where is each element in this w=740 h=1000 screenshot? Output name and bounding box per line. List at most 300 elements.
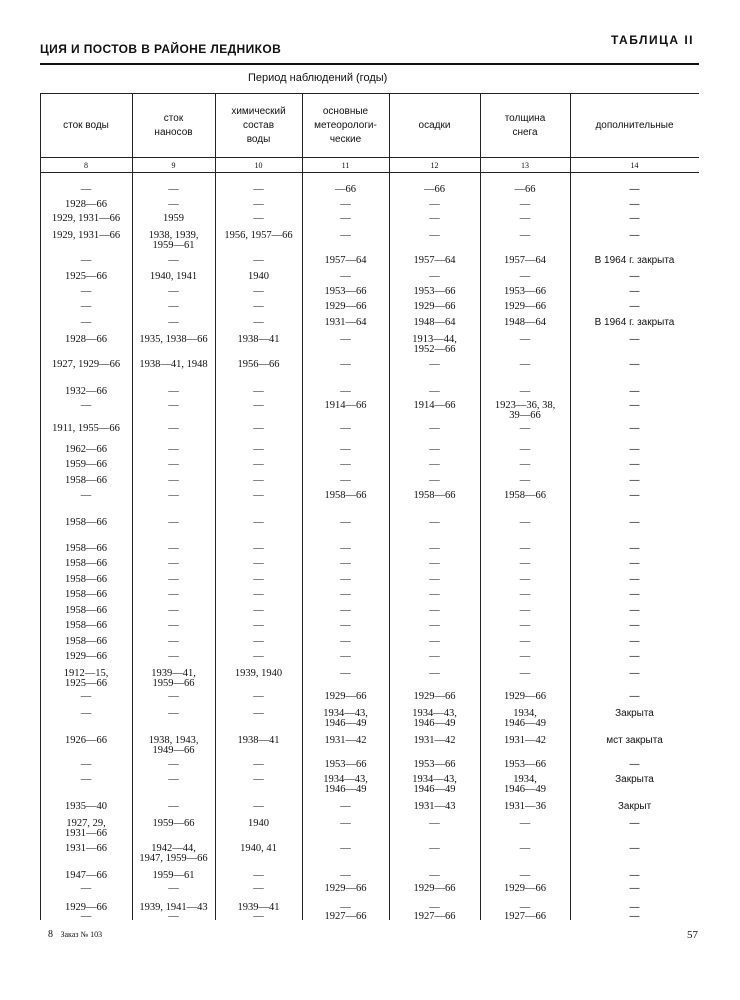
table-cell: — [629, 359, 640, 370]
table-cell: — [253, 213, 264, 224]
table-cell: — [253, 651, 264, 662]
table-cell: — [629, 517, 640, 528]
table-cell: — [340, 271, 351, 282]
table-cell: 1931—36 [504, 801, 546, 812]
table-cell: 1931—42 [324, 735, 367, 746]
table-cell: 1948—64 [504, 317, 546, 328]
column-header-khimicheskiy-sostav: химический состав воды [231, 106, 286, 145]
table-cell: — [340, 475, 351, 486]
table-cell: 1929—66 [413, 301, 456, 312]
table-cell: Закрыта [615, 708, 654, 719]
table-cell: 1956, 1957—66 [224, 230, 293, 241]
table-cell: — [519, 444, 531, 455]
table-cell: — [429, 843, 440, 854]
table-cell: — [253, 301, 264, 312]
table-cell: 1958—66 [65, 574, 107, 585]
table-cell: — [519, 636, 531, 647]
order-label: Заказ № 103 [60, 930, 103, 939]
table-cell: — [629, 574, 640, 585]
table-cell: В 1964 г. закрыта [594, 255, 675, 266]
table-cell: 1938, 1943, 1949—66 [148, 735, 199, 756]
table-cell: — [253, 589, 264, 600]
table-cell: — [629, 605, 640, 616]
table-cell: — [168, 517, 179, 528]
table-cell: — [80, 317, 92, 328]
table-cell: — [519, 271, 531, 282]
table-cell: 1926—66 [65, 735, 107, 746]
table-cell: 1927—66 [413, 911, 456, 922]
table-cell: — [253, 459, 264, 470]
column-number: 8 [84, 160, 88, 170]
table-cell: — [168, 883, 179, 894]
table-cell: 1929—66 [65, 902, 107, 913]
table-cell: 1958—66 [413, 490, 456, 501]
table-cell: — [340, 651, 351, 662]
table-cell: — [340, 902, 351, 913]
table-cell: — [340, 230, 351, 241]
table-cell: — [429, 271, 440, 282]
table-cell: 1927, 29, 1931—66 [65, 818, 107, 839]
table-cell: — [629, 490, 640, 501]
table-cell: — [340, 668, 351, 679]
table-cell: 1959—66 [152, 818, 195, 829]
table-cell: — [429, 902, 440, 913]
table-cell: В 1964 г. закрыта [594, 317, 675, 328]
table-cell: — [340, 213, 351, 224]
table-cell: 1929—66 [504, 301, 546, 312]
table-cell: 1934, 1946—49 [504, 708, 546, 729]
table-cell: 1957—64 [504, 255, 546, 266]
table-cell: — [168, 423, 179, 434]
table-cell: 1928—66 [65, 334, 107, 345]
table-cell: — [629, 691, 640, 702]
table-cell: 1953—66 [324, 759, 367, 770]
table-cell: — [340, 199, 351, 210]
table-cell: 1931—42 [413, 735, 456, 746]
table-cell: 1942—44, 1947, 1959—66 [139, 843, 208, 864]
table-cell: 1940, 1941 [149, 271, 198, 282]
table-cell: 1956—66 [237, 359, 280, 370]
table-cell: — [340, 359, 351, 370]
table-cell: — [168, 774, 179, 785]
table-cell: 1934, 1946—49 [504, 774, 546, 795]
table-cell: — [253, 870, 264, 881]
table-cell: 1934—43, 1946—49 [323, 708, 368, 729]
table-cell: 1925—66 [65, 271, 107, 282]
table-cell: 1939, 1941—43 [139, 902, 208, 913]
table-cell: — [253, 184, 264, 195]
table-cell: 1953—66 [413, 286, 456, 297]
table-cell: — [340, 517, 351, 528]
table-cell: — [429, 574, 440, 585]
table-cell: — [80, 911, 92, 922]
table-cell: — [429, 359, 440, 370]
table-cell: — [168, 286, 179, 297]
table-cell: — [253, 490, 264, 501]
table-cell: — [629, 301, 640, 312]
table-cell: — [429, 543, 440, 554]
table-cell: —66 [335, 184, 356, 195]
table-cell: 1923—36, 38, 39—66 [494, 400, 556, 421]
table-cell: — [168, 759, 179, 770]
table-cell: — [168, 708, 179, 719]
table-cell: — [629, 199, 640, 210]
table-cell: 1953—66 [504, 759, 546, 770]
table-cell: 1959 [163, 213, 184, 224]
table-cell: — [80, 490, 92, 501]
table-cell: 1958—66 [65, 589, 107, 600]
table-cell: — [253, 286, 264, 297]
table-cell: — [429, 230, 440, 241]
table-cell: — [340, 870, 351, 881]
table-cell: — [168, 386, 179, 397]
table-cell: 1931—42 [504, 735, 546, 746]
table-cell: — [519, 843, 531, 854]
table-cell: — [519, 475, 531, 486]
table-cell: — [340, 543, 351, 554]
column-number: 10 [254, 160, 263, 170]
table-cell: — [168, 459, 179, 470]
column-header-stok-nanosov: сток наносов [154, 113, 193, 138]
table-cell: — [429, 558, 440, 569]
table-cell: — [629, 902, 640, 913]
table-cell: — [629, 423, 640, 434]
table-cell: 1914—66 [324, 400, 367, 411]
table-cell: — [253, 444, 264, 455]
table-cell: — [629, 818, 640, 829]
table-cell: — [629, 558, 640, 569]
table-cell: — [340, 818, 351, 829]
table-cell: — [168, 636, 179, 647]
table-cell: 1929—66 [504, 691, 546, 702]
table-cell: — [168, 589, 179, 600]
table-cell: — [519, 543, 531, 554]
table-cell: — [519, 558, 531, 569]
table-cell: 1958—66 [65, 558, 107, 569]
table-cell: — [519, 818, 531, 829]
table-cell: 1953—66 [324, 286, 367, 297]
table-cell: — [519, 651, 531, 662]
table-cell: 1958—66 [65, 543, 107, 554]
table-cell: — [429, 651, 440, 662]
period-caption: Период наблюдений (годы) [248, 72, 388, 84]
table-cell: — [629, 386, 640, 397]
table-cell: — [629, 883, 640, 894]
table-cell: — [429, 459, 440, 470]
table-cell: 1939—41 [237, 902, 280, 913]
table-cell: — [340, 636, 351, 647]
column-header-tolshchina-snega: толщина снега [504, 113, 546, 138]
table-cell: 1958—66 [65, 475, 107, 486]
table-cell: — [340, 558, 351, 569]
table-cell: — [429, 199, 440, 210]
table-cell: — [429, 620, 440, 631]
table-cell: — [340, 843, 351, 854]
table-cell: — [629, 843, 640, 854]
table-cell: — [519, 620, 531, 631]
table-cell: — [253, 691, 264, 702]
sheet-mark: 8 [48, 929, 53, 940]
table-cell: — [253, 708, 264, 719]
table-cell: — [340, 620, 351, 631]
table-cell: 1911, 1955—66 [52, 423, 120, 434]
table-cell: 1957—64 [324, 255, 367, 266]
table-cell: 1927—66 [324, 911, 367, 922]
table-cell: 1935, 1938—66 [139, 334, 208, 345]
table-cell: — [519, 902, 531, 913]
table-cell: — [519, 213, 531, 224]
table-cell: — [253, 636, 264, 647]
table-cell: — [80, 759, 92, 770]
table-cell: 1939—41, 1959—66 [151, 668, 196, 689]
table-cell: 1958—66 [65, 636, 107, 647]
table-cell: — [80, 708, 92, 719]
number-row-divider [40, 172, 699, 173]
table-cell: — [168, 490, 179, 501]
table-cell: — [253, 620, 264, 631]
table-cell: 1913—44, 1952—66 [412, 334, 457, 355]
page-number: 57 [687, 929, 698, 941]
table-cell: — [340, 386, 351, 397]
table-cell: — [253, 255, 264, 266]
table-cell: — [253, 801, 264, 812]
table-cell: — [340, 459, 351, 470]
table-cell: 1935—40 [65, 801, 107, 812]
table-cell: — [168, 255, 179, 266]
table-cell: — [519, 668, 531, 679]
table-cell: — [519, 386, 531, 397]
column-header-osadki: осадки [418, 120, 451, 131]
table-cell: — [629, 651, 640, 662]
table-cell: — [253, 517, 264, 528]
table-cell: — [519, 574, 531, 585]
table-cell: — [253, 605, 264, 616]
table-top-border [40, 93, 699, 94]
table-cell: — [253, 911, 264, 922]
table-cell: 1934—43, 1946—49 [323, 774, 368, 795]
table-cell: — [168, 691, 179, 702]
table-cell: — [80, 184, 92, 195]
table-cell: — [253, 574, 264, 585]
table-cell: — [629, 400, 640, 411]
table-cell: 1929—66 [324, 301, 367, 312]
page-header-left: ЦИЯ И ПОСТОВ В РАЙОНЕ ЛЕДНИКОВ [40, 42, 282, 56]
table-cell: 1934—43, 1946—49 [412, 708, 457, 729]
table-cell: 1938—41 [237, 334, 280, 345]
table-cell: 1940, 41 [240, 843, 277, 854]
table-cell: 1947—66 [65, 870, 107, 881]
table-cell: Закрыта [615, 774, 654, 785]
table-cell: — [629, 911, 640, 922]
table-cell: 1929—66 [65, 651, 107, 662]
column-header-dopolnitelnye: дополнительные [595, 120, 674, 131]
table-cell: 1934—43, 1946—49 [412, 774, 457, 795]
table-cell: Закрыт [617, 801, 652, 812]
table-cell: — [629, 184, 640, 195]
table-cell: — [253, 774, 264, 785]
table-cell: 1958—66 [65, 605, 107, 616]
table-cell: — [340, 574, 351, 585]
table-cell: — [340, 423, 351, 434]
table-cell: — [168, 301, 179, 312]
table-cell: — [429, 444, 440, 455]
table-cell: — [519, 199, 531, 210]
table-cell: — [429, 605, 440, 616]
table-cell: — [629, 230, 640, 241]
table-cell: — [168, 543, 179, 554]
table-cell: — [168, 620, 179, 631]
table-cell: — [168, 400, 179, 411]
table-cell: 1929, 1931—66 [51, 213, 121, 224]
table-cell: — [519, 334, 531, 345]
table-cell: — [519, 459, 531, 470]
table-cell: 1929—66 [413, 691, 456, 702]
table-cell: — [629, 589, 640, 600]
table-cell: — [629, 286, 640, 297]
table-cell: — [168, 199, 179, 210]
footer-order [48, 929, 102, 940]
table-cell: — [253, 558, 264, 569]
table-cell: — [629, 636, 640, 647]
column-number: 11 [341, 160, 350, 170]
table-cell: — [340, 589, 351, 600]
table-cell: 1927, 1929—66 [51, 359, 121, 370]
table-cell: — [168, 574, 179, 585]
table-cell: — [253, 423, 264, 434]
table-cell: — [253, 400, 264, 411]
table-cell: — [253, 386, 264, 397]
table-cell: — [429, 386, 440, 397]
table-cell: 1958—66 [324, 490, 367, 501]
table-cell: — [519, 359, 531, 370]
table-cell: 1958—66 [504, 490, 546, 501]
table-cell: 1938—41 [237, 735, 280, 746]
table-cell: 1912—15, 1925—66 [63, 668, 109, 689]
table-cell: 1929—66 [324, 883, 367, 894]
table-cell: 1940 [248, 818, 269, 829]
table-cell: — [519, 605, 531, 616]
table-cell: — [168, 184, 179, 195]
table-cell: 1959—66 [65, 459, 107, 470]
table-cell: — [168, 911, 179, 922]
table-cell: — [629, 668, 640, 679]
column-number: 9 [171, 160, 176, 170]
table-cell: 1939, 1940 [234, 668, 283, 679]
header-rule [40, 63, 699, 65]
table-cell: 1929—66 [504, 883, 546, 894]
table-cell: — [429, 475, 440, 486]
table-cell: — [253, 759, 264, 770]
table-cell: 1938, 1939, 1959—61 [148, 230, 199, 251]
table-cell: — [80, 883, 92, 894]
table-cell: 1928—66 [65, 199, 107, 210]
table-cell: — [629, 459, 640, 470]
table-cell: — [168, 317, 179, 328]
table-cell: — [168, 651, 179, 662]
table-cell: —66 [424, 184, 445, 195]
table-cell: 1931—43 [413, 801, 456, 812]
table-cell: — [340, 801, 351, 812]
table-cell: — [168, 558, 179, 569]
table-cell: — [168, 605, 179, 616]
table-cell: — [80, 691, 92, 702]
table-cell: — [340, 444, 351, 455]
table-cell: — [429, 213, 440, 224]
table-cell: 1953—66 [504, 286, 546, 297]
table-cell: 1927—66 [504, 911, 546, 922]
table-cell: мст закрыта [606, 735, 663, 746]
table-cell: 1931—64 [324, 317, 367, 328]
table-cell: 1957—64 [413, 255, 456, 266]
table-cell: 1958—66 [65, 620, 107, 631]
table-cell: — [340, 605, 351, 616]
table-cell: — [629, 213, 640, 224]
table-cell: —66 [514, 184, 536, 195]
table-cell: — [429, 818, 440, 829]
table-cell: — [429, 589, 440, 600]
table-cell: — [429, 636, 440, 647]
table-cell: — [253, 317, 264, 328]
header-number-divider [40, 157, 699, 158]
table-cell: — [253, 543, 264, 554]
table-cell: — [519, 870, 531, 881]
table-cell: 1932—66 [65, 386, 107, 397]
column-number: 14 [630, 160, 639, 170]
table-cell: 1958—66 [65, 517, 107, 528]
column-header-stok-vody: сток воды [63, 120, 109, 131]
table-cell: 1929, 1931—66 [51, 230, 121, 241]
table-cell: — [629, 271, 640, 282]
table-cell: — [253, 883, 264, 894]
table-cell: — [80, 286, 92, 297]
table-cell: — [629, 543, 640, 554]
table-cell: 1940 [248, 271, 269, 282]
table-cell: 1962—66 [65, 444, 107, 455]
table-cell: 1914—66 [413, 400, 456, 411]
table-cell: — [168, 801, 179, 812]
table-cell: — [429, 423, 440, 434]
table-cell: — [629, 444, 640, 455]
table-cell: — [519, 423, 531, 434]
table-cell: — [519, 517, 531, 528]
table-cell: — [80, 774, 92, 785]
column-number: 12 [430, 160, 439, 170]
table-cell: — [429, 870, 440, 881]
table-cell: — [429, 668, 440, 679]
table-cell: — [519, 589, 531, 600]
table-cell: — [629, 620, 640, 631]
table-cell: 1929—66 [413, 883, 456, 894]
table-cell: — [429, 517, 440, 528]
table-cell: — [519, 230, 531, 241]
table-cell: 1931—66 [65, 843, 107, 854]
table-cell: — [629, 870, 640, 881]
table-cell: — [253, 199, 264, 210]
table-cell: — [80, 400, 92, 411]
table-cell: — [629, 334, 640, 345]
column-header-meteo: основные метеорологи- ческие [314, 106, 377, 145]
table-cell: — [80, 255, 92, 266]
table-cell: — [629, 759, 640, 770]
column-number: 13 [521, 160, 529, 170]
table-cell: — [340, 334, 351, 345]
table-cell: — [253, 475, 264, 486]
table-cell: 1953—66 [413, 759, 456, 770]
table-cell: 1948—64 [413, 317, 456, 328]
table-cell: 1929—66 [324, 691, 367, 702]
table-cell: 1938—41, 1948 [139, 359, 208, 370]
table-cell: — [168, 444, 179, 455]
